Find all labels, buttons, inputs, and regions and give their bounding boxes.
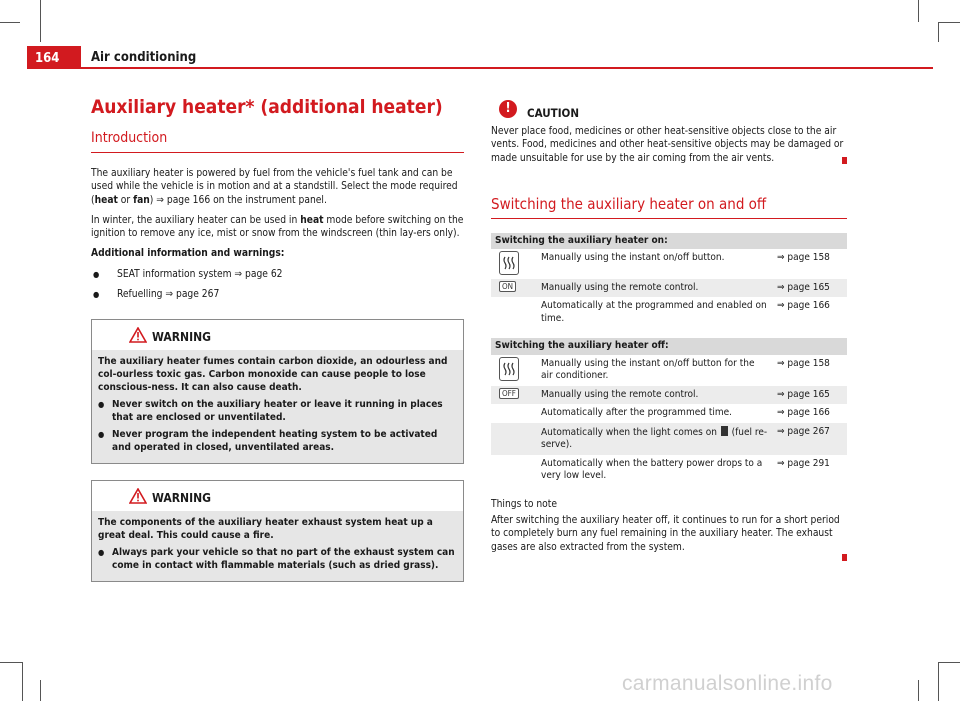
table-cell-ref: ⇒ page 291 bbox=[773, 455, 847, 486]
caution-label: CAUTION bbox=[527, 106, 580, 120]
caution-icon: ! bbox=[499, 100, 517, 118]
intro-heading: Introduction bbox=[91, 130, 464, 153]
switch-off-table bbox=[491, 338, 847, 486]
crop-mark bbox=[938, 662, 939, 701]
things-to-note-heading: Things to note bbox=[491, 498, 558, 510]
warning-bullet: ● Never switch on the auxiliary heater or leave it running in places that are enclosed or unventilated. bbox=[98, 398, 457, 424]
end-mark bbox=[842, 546, 847, 565]
table-cell-text: Automatically when the battery power drops to a very low level. bbox=[537, 455, 773, 486]
table-cell-ref: ⇒ page 267 bbox=[773, 423, 847, 455]
caution-text: Never place food, medicines or other heat-sensitive objects close to the air vents. Food, medicines and other heat-sensitive objects may be damaged or made unsuitable for use by the air coming from the air vents. bbox=[491, 126, 844, 164]
crop-mark bbox=[40, 0, 41, 42]
bullet-refuelling: ● Refuelling ⇒ page 267 bbox=[91, 288, 464, 301]
table-cell-text: Automatically at the programmed and enabled on time. bbox=[537, 297, 773, 328]
warning-text: The components of the auxiliary heater exhaust system heat up a great deal. This could cause a fire. bbox=[98, 517, 433, 542]
additional-info-label: Additional information and warnings: bbox=[91, 248, 285, 260]
left-column bbox=[91, 96, 464, 582]
table-row bbox=[491, 386, 847, 405]
warning-box-exhaust bbox=[91, 480, 464, 582]
end-mark bbox=[842, 149, 847, 168]
warning-bullet: ● Never program the independent heating system to be activated and operated in closed, unventilated areas. bbox=[98, 428, 457, 454]
table-cell-ref: ⇒ page 158 bbox=[773, 249, 847, 279]
crop-mark bbox=[0, 662, 22, 663]
warning-icon bbox=[129, 488, 147, 504]
crop-mark bbox=[938, 22, 939, 42]
heat-button-icon bbox=[499, 251, 519, 275]
warning-label: WARNING bbox=[152, 330, 211, 345]
heat-button-icon bbox=[499, 357, 519, 381]
bullet-info-system: ● SEAT information system ⇒ page 62 bbox=[91, 268, 464, 281]
table-cell-ref: ⇒ page 165 bbox=[773, 279, 847, 298]
table-row bbox=[491, 423, 847, 455]
fuel-reserve-icon bbox=[721, 426, 728, 436]
page-number: 164 bbox=[27, 46, 81, 68]
table-cell-text: Manually using the remote control. bbox=[537, 279, 773, 298]
table-cell-ref: ⇒ page 166 bbox=[773, 404, 847, 423]
intro-paragraph: The auxiliary heater is powered by fuel from the vehicle's fuel tank and can be used while the vehicle is in motion and at a standstill. Select the mode required (heat or fan) ⇒ page 166 on the instrument panel. bbox=[91, 168, 458, 206]
page-heading: Auxiliary heater* (additional heater) bbox=[91, 96, 443, 118]
remote-on-icon: ON bbox=[499, 281, 516, 292]
table-row bbox=[491, 355, 847, 386]
table-row bbox=[491, 297, 847, 328]
crop-mark bbox=[40, 680, 41, 701]
table-header: Switching the auxiliary heater on: bbox=[491, 233, 847, 250]
crop-mark bbox=[0, 22, 20, 23]
table-row bbox=[491, 455, 847, 486]
table-row bbox=[491, 404, 847, 423]
crop-mark bbox=[22, 662, 23, 701]
table-cell-text: Automatically when the light comes on (fuel re-serve). bbox=[537, 423, 773, 455]
remote-off-icon: OFF bbox=[499, 388, 519, 399]
warning-bullet: ● Always park your vehicle so that no part of the exhaust system can come in contact with flammable materials (such as dried grass). bbox=[98, 546, 457, 572]
caution-header bbox=[491, 100, 847, 122]
header-rule bbox=[27, 67, 933, 69]
table-cell-text: Manually using the instant on/off button. bbox=[537, 249, 773, 279]
switch-on-table bbox=[491, 233, 847, 329]
table-header: Switching the auxiliary heater off: bbox=[491, 338, 847, 355]
table-row bbox=[491, 279, 847, 298]
crop-mark bbox=[918, 0, 919, 22]
table-cell-ref: ⇒ page 166 bbox=[773, 297, 847, 328]
table-row bbox=[491, 249, 847, 279]
crop-mark bbox=[938, 22, 960, 23]
warning-icon bbox=[129, 327, 147, 343]
section-title: Air conditioning bbox=[91, 50, 197, 65]
warning-label: WARNING bbox=[152, 491, 211, 506]
crop-mark bbox=[938, 662, 960, 663]
things-to-note-text: After switching the auxiliary heater off, it continues to run for a short period to completely burn any fuel remaining in the auxiliary heater. The exhaust gases are also extracted from the system. bbox=[491, 515, 840, 553]
table-cell-ref: ⇒ page 165 bbox=[773, 386, 847, 405]
right-column bbox=[491, 100, 847, 561]
warning-box-fumes bbox=[91, 319, 464, 464]
table-cell-text: Manually using the remote control. bbox=[537, 386, 773, 405]
table-cell-text: Manually using the instant on/off button for the air conditioner. bbox=[537, 355, 773, 386]
watermark: carmanualsonline.info bbox=[622, 672, 833, 695]
winter-paragraph: In winter, the auxiliary heater can be used in heat mode before switching on the ignition to remove any ice, mist or snow from the windscreen (thin lay-ers only). bbox=[91, 214, 464, 240]
table-cell-text: Automatically after the programmed time. bbox=[537, 404, 773, 423]
table-cell-ref: ⇒ page 158 bbox=[773, 355, 847, 386]
switching-heading: Switching the auxiliary heater on and off bbox=[491, 195, 847, 219]
warning-text: The auxiliary heater fumes contain carbon dioxide, an odourless and col-ourless toxic gas. Carbon monoxide can cause people to lose conscious-ness. It can also cause death. bbox=[98, 356, 448, 394]
crop-mark bbox=[918, 680, 919, 701]
